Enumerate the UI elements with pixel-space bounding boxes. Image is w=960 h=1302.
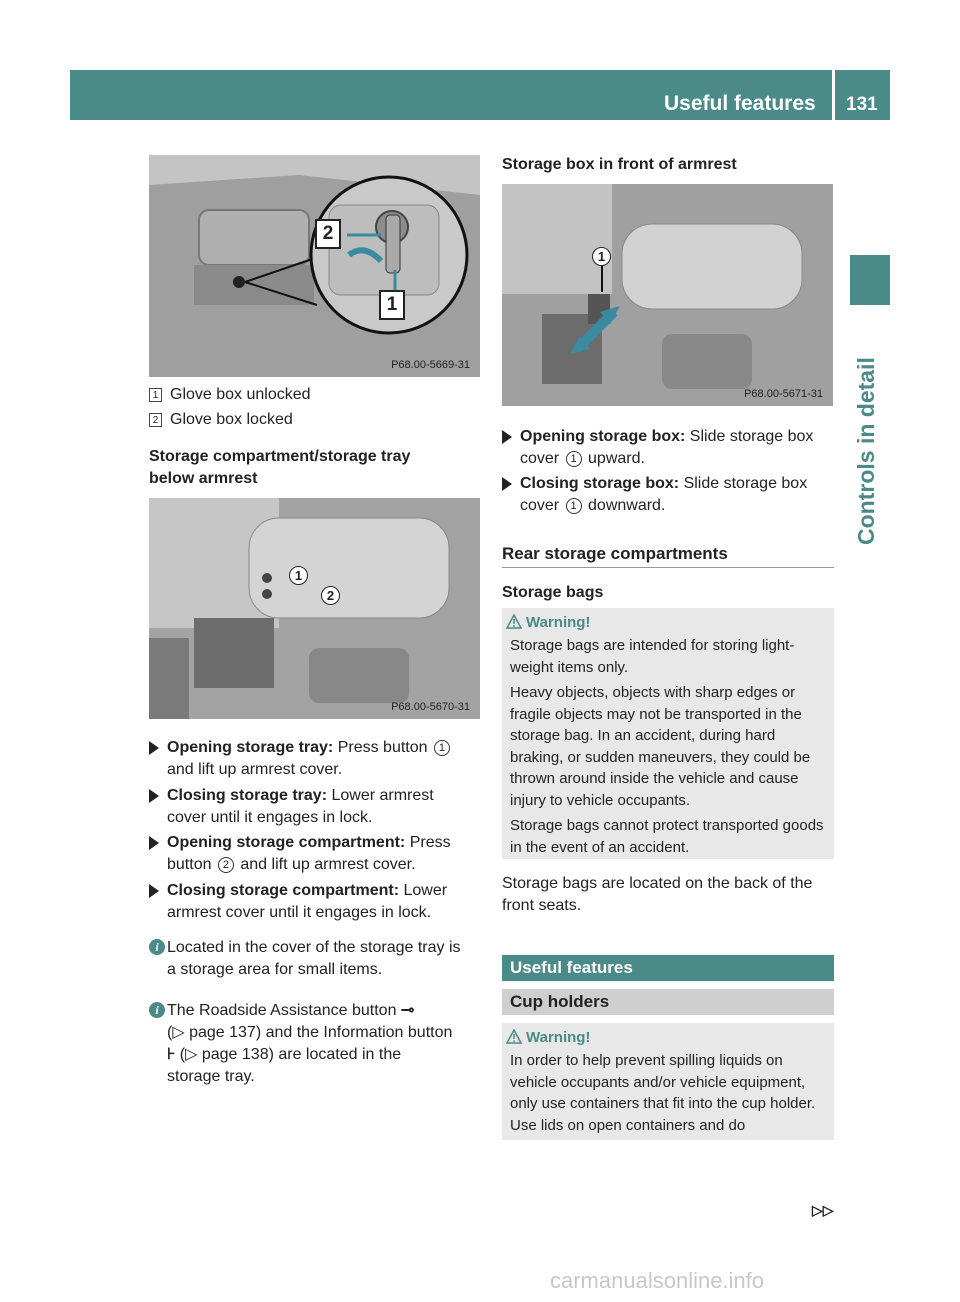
- warning-box: [502, 608, 834, 859]
- step-text: downward.: [583, 497, 666, 514]
- instruction-step: [502, 426, 855, 470]
- callout-ref: 1: [434, 740, 450, 756]
- note-text: Located in the cover of the storage tray is: [167, 939, 461, 956]
- step-label: Closing storage compartment:: [167, 882, 400, 899]
- section-bar-cup-holders: Cup holders: [502, 989, 834, 1015]
- figure-code: P68.00-5670-31: [391, 701, 470, 713]
- legend-text: Glove box unlocked: [170, 386, 311, 403]
- step-text: button: [167, 856, 216, 873]
- figure-code: P68.00-5669-31: [391, 359, 470, 371]
- step-text: Slide storage box: [685, 428, 814, 445]
- info-icon: i: [149, 939, 165, 955]
- step-bullet: [149, 789, 159, 803]
- instruction-step: [502, 473, 855, 517]
- step-text: Press: [405, 834, 451, 851]
- figure-code: P68.00-5671-31: [744, 388, 823, 400]
- armrest-box-illustration: [502, 184, 833, 406]
- warning-title: [526, 614, 826, 631]
- body-text: Storage bags are located on the back of the front seats.: [502, 875, 813, 914]
- step-text: cover: [520, 497, 564, 514]
- instruction-step: [149, 785, 502, 829]
- info-icon: i: [149, 1002, 165, 1018]
- section-heading: below armrest: [149, 470, 258, 487]
- instruction-step: [149, 880, 502, 924]
- step-label: Closing storage tray:: [167, 787, 328, 804]
- step-bullet: [149, 836, 159, 850]
- legend-key: 1: [149, 388, 162, 402]
- step-bullet: [502, 477, 512, 491]
- header-divider: [832, 70, 835, 120]
- step-text: and lift up armrest cover.: [235, 856, 416, 873]
- page-number: 131: [846, 94, 878, 115]
- information-button-icon: ⊦: [167, 1046, 176, 1063]
- storage-tray-figure: [149, 498, 480, 719]
- callout-ref: 1: [566, 451, 582, 467]
- step-label: Opening storage box:: [520, 428, 686, 445]
- instruction-step: [149, 832, 502, 876]
- watermark: carmanualsonline.info: [550, 1268, 765, 1293]
- section-bar-useful-features: Useful features: [502, 955, 834, 981]
- instruction-step: [149, 737, 502, 781]
- warning-text: Storage bags are intended for storing light-weight items only.: [510, 637, 795, 676]
- warning-triangle-icon: [506, 1029, 522, 1044]
- glove-box-illustration: [149, 155, 480, 377]
- section-heading: Storage compartment/storage tray: [149, 448, 411, 465]
- note-text: a storage area for small items.: [167, 961, 383, 978]
- callout-ref: 2: [218, 857, 234, 873]
- page-header-title: Useful features: [664, 92, 816, 115]
- chapter-label: Controls in detail: [853, 357, 879, 545]
- step-label: Closing storage box:: [520, 475, 680, 492]
- section-heading: Rear storage compartments: [502, 544, 728, 563]
- note-text: (▷ page 138) are located in the: [175, 1046, 402, 1063]
- note-text: storage tray.: [167, 1068, 255, 1085]
- note-text: The Roadside Assistance button: [167, 1002, 401, 1019]
- step-bullet: [149, 741, 159, 755]
- step-text: cover: [520, 450, 564, 467]
- warning-triangle-icon: [506, 614, 522, 629]
- warning-text: Storage bags cannot protect transported goods in the event of an accident.: [510, 817, 824, 856]
- armrest-box-figure: [502, 184, 833, 406]
- step-text: upward.: [583, 450, 645, 467]
- step-text: Press button: [333, 739, 432, 756]
- warning-title: [526, 1029, 826, 1046]
- step-text: Slide storage box: [679, 475, 808, 492]
- step-label: Opening storage tray:: [167, 739, 334, 756]
- step-text: Lower armrest: [327, 787, 434, 804]
- section-heading: Storage box in front of armrest: [502, 156, 737, 173]
- warning-text: Heavy objects, objects with sharp edges or fragile objects may not be transported in the storage bag. In an accident, during hard braking, or sudden maneuvers, they could be thrown around inside the vehicle and cause injury to vehicle occupants.: [510, 684, 811, 809]
- step-bullet: [502, 430, 512, 444]
- callout-1: 1: [379, 290, 405, 320]
- callout-2: 2: [315, 219, 341, 249]
- step-text: cover until it engages in lock.: [167, 809, 373, 826]
- heading-rule: [502, 567, 834, 568]
- step-label: Opening storage compartment:: [167, 834, 406, 851]
- callout-1: 1: [592, 247, 611, 266]
- legend-key: 2: [149, 413, 162, 427]
- legend-text: Glove box locked: [170, 411, 293, 428]
- warning-box: [502, 1023, 834, 1140]
- step-text: armrest cover until it engages in lock.: [167, 904, 432, 921]
- continue-arrows: ▷▷: [812, 1202, 834, 1218]
- glove-box-figure: [149, 155, 480, 377]
- info-note: [149, 937, 502, 981]
- legend-item: [149, 409, 293, 431]
- callout-1: 1: [289, 566, 308, 585]
- armrest-illustration: [149, 498, 480, 719]
- callout-2: 2: [321, 586, 340, 605]
- warning-title-text: Warning!: [526, 614, 591, 631]
- note-text: (▷ page 137) and the Information button: [167, 1024, 453, 1041]
- step-text: and lift up armrest cover.: [167, 761, 343, 778]
- subsection-heading: Storage bags: [502, 584, 604, 601]
- roadside-button-icon: ⊸: [400, 1002, 415, 1019]
- step-bullet: [149, 884, 159, 898]
- step-text: Lower: [399, 882, 448, 899]
- info-note: [149, 1000, 502, 1088]
- callout-ref: 1: [566, 498, 582, 514]
- warning-title-text: Warning!: [526, 1029, 591, 1046]
- legend-item: [149, 384, 311, 406]
- warning-text: In order to help prevent spilling liquids on vehicle occupants and/or vehicle equipment, only use containers that fit into the cup holder. Use lids on open containers and do: [510, 1052, 816, 1134]
